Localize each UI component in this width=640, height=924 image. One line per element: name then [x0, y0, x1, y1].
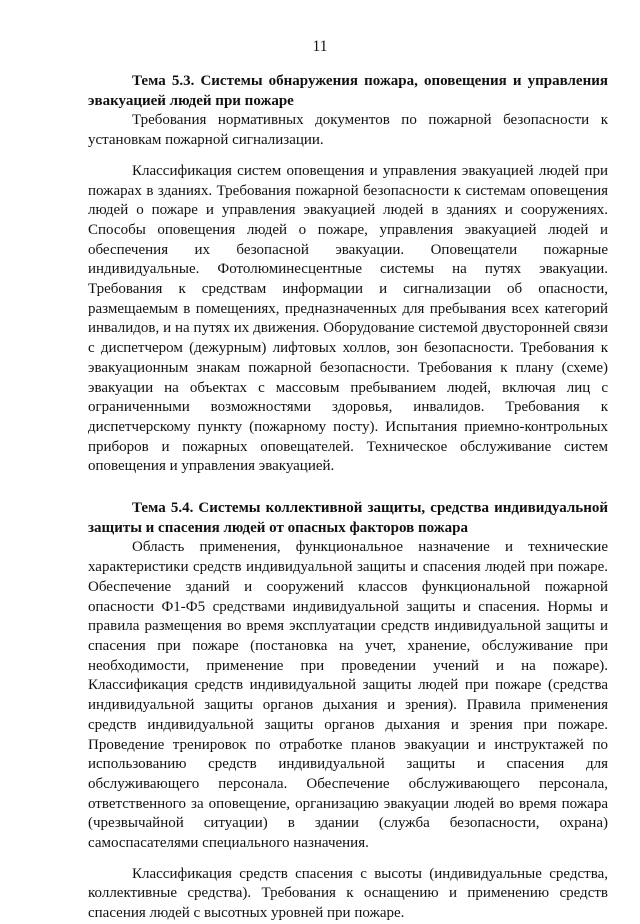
paragraph: Классификация систем оповещения и управления эвакуацией людей при пожарах в зданиях. Требования пожарной безопасности к системам оповещения людей о пожаре и управления эвакуацией людей в зданиях и сооружениях. Способы оповещения людей о пожаре, управления эвакуацией людей и обеспечения их безопасной эвакуации. Оповещатели пожарные индивидуальные. Фотолюминесцентные системы на путях эвакуации. Требования к средствам информации и сигнализации об опасности, размещаемым в помещениях, предназначенных для пребывания всех категорий инвалидов, и на путях их движения. Оборудование системой двусторонней связи с диспетчером (дежурным) лифтовых холлов, зон безопасности. Требования к эвакуационным знакам пожарной безопасности. Требования к плану (схеме) эвакуации на объектах с массовым пребыванием людей, включая лиц с ограниченными возможностями здоровья, инвалидов. Требования к диспетчерскому пункту (пожарному посту). Испытания приемно-контрольных приборов и пожарных оповещателей. Техническое обслуживание систем оповещения и управления эвакуацией. [88, 162, 608, 475]
paragraph: Требования нормативных документов по пожарной безопасности к установкам пожарной сигнализации. [88, 112, 608, 149]
section-heading: Тема 5.3. Системы обнаружения пожара, оповещения и управления эвакуацией людей при пожаре [88, 73, 608, 109]
section-topic-5-4 [88, 499, 608, 924]
paragraph: Область применения, функциональное назначение и технические характеристики средств индивидуальной защиты и спасения людей при пожаре. Обеспечение зданий и сооружений классов функциональной пожарной опасности Ф1-Ф5 средствами индивидуальной защиты и спасения. Нормы и правила размещения во время эксплуатации средств индивидуальной защиты и спасения при пожаре (постановка на учет, хранение, обслуживание при необходимости, применение при проведении учений и на пожаре). Классификация средств индивидуальной защиты людей при пожаре (средства индивидуальной защиты органов дыхания и зрения). Правила применения средств индивидуальной защиты органов дыхания и зрения при пожаре. Проведение тренировок по отработке планов эвакуации и инструктажей по использованию средств индивидуальной защиты и спасения для обслуживающего персонала. Обеспечение обслуживающего персонала, ответственного за оповещение, организацию эвакуации людей во время пожара (чрезвычайной ситуации) в здании (служба безопасности, охрана) самоспасателями специального назначения. [88, 539, 608, 852]
section-heading: Тема 5.4. Системы коллективной защиты, средства индивидуальной защиты и спасения людей от опасных факторов пожара [88, 500, 608, 536]
page-number: 11 [312, 38, 328, 55]
document-body [88, 72, 608, 924]
paragraph: Классификация средств спасения с высоты (индивидуальные средства, коллективные средства). Требования к оснащению и применению средств спасения людей с высотных уровней при пожаре. [88, 865, 608, 922]
section-topic-5-3 [88, 72, 608, 477]
